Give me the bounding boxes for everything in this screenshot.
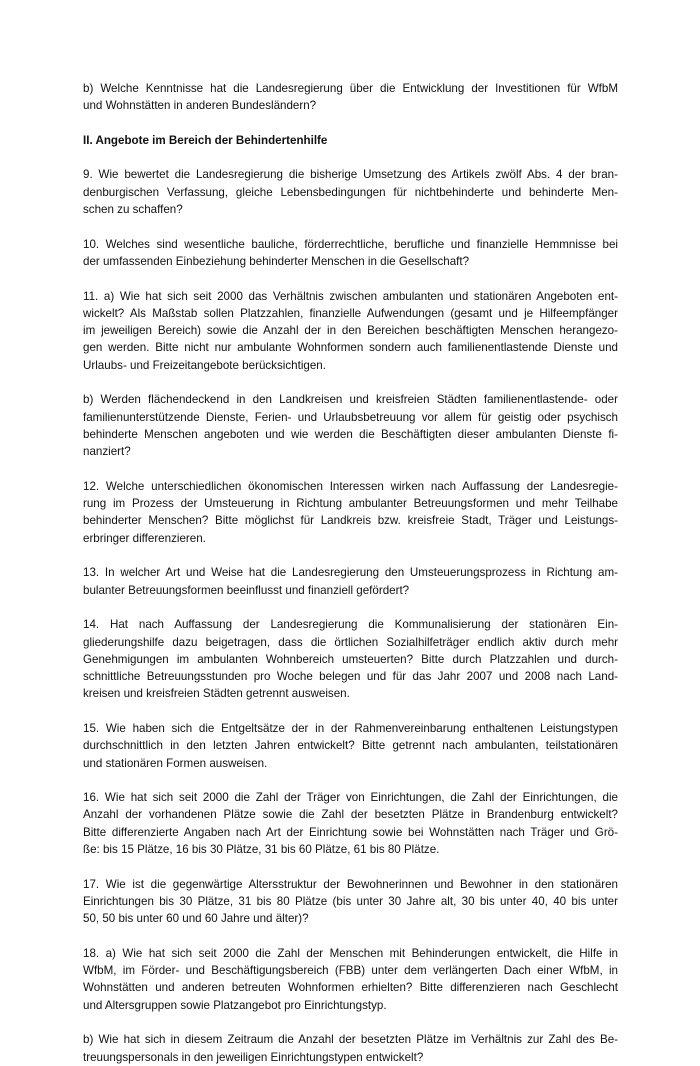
paragraph <box>83 236 618 271</box>
text-line: wickelt? Als Maßstab sollen Platzzahlen, finanzielle Aufwendungen (gesamt und je Hilfeempfänger <box>83 306 618 320</box>
paragraph <box>83 876 618 928</box>
text-line: nanziert? <box>83 445 131 459</box>
text-line: und stationären Formen ausweisen. <box>83 756 268 770</box>
text-line: erbringer differenzieren. <box>83 531 206 545</box>
document-page <box>83 80 618 1066</box>
section-heading: II. Angebote im Bereich der Behindertenhilfe <box>83 133 328 147</box>
text-line: 12. Welche unterschiedlichen ökonomischen Interessen wirken nach Auffassung der Landesregie- <box>83 479 618 493</box>
text-line: im jeweiligen Bereich) sowie die Anzahl der in den Bereichen beschäftigten Menschen herangezo- <box>83 324 618 338</box>
paragraph <box>83 616 618 702</box>
text-line: 50, 50 bis unter 60 und 60 Jahre und älter)? <box>83 912 309 926</box>
text-line: familienunterstützende Dienste, Ferien- und Urlaubsbetreuung vor allem für geistig oder psychisch <box>83 410 618 424</box>
paragraph <box>83 720 618 772</box>
paragraph <box>83 288 618 374</box>
text-line: ße: bis 15 Plätze, 16 bis 30 Plätze, 31 bis 60 Plätze, 61 bis 80 Plätze. <box>83 843 440 857</box>
paragraph <box>83 945 618 1014</box>
text-line: 17. Wie ist die gegenwärtige Altersstruktur der Bewohnerinnen und Bewohner in den stationären <box>83 877 618 891</box>
text-line: und Altersgruppen sowie Platzangebot pro Einrichtungstyp. <box>83 998 387 1012</box>
text-line: 14. Hat nach Auffassung der Landesregierung die Kommunalisierung der stationären Ein- <box>83 618 618 632</box>
text-line: gen werden. Bitte nicht nur ambulante Wohnformen sondern auch familienentlastende Dienste und <box>83 341 618 355</box>
paragraph <box>83 478 618 547</box>
paragraph <box>83 166 618 218</box>
text-line: durchschnittlich in den letzten Jahren entwickelt? Bitte getrennt nach ambulanten, teilstationären <box>83 739 618 753</box>
text-line: 10. Welches sind wesentliche bauliche, förderrechtliche, berufliche und finanzielle Hemmnisse bei <box>83 237 618 251</box>
text-line: treuungspersonals in den jeweiligen Einrichtungstypen entwickelt? <box>83 1050 424 1064</box>
paragraph <box>83 564 618 599</box>
text-line: denburgischen Verfassung, gleiche Lebensbedingungen für nichtbehinderte und behinderte Men- <box>83 185 618 199</box>
text-line: b) Wie hat sich in diesem Zeitraum die Anzahl der besetzten Plätze im Verhältnis zur Zahl des Be- <box>83 1033 618 1047</box>
text-line: b) Werden flächendeckend in den Landkreisen und kreisfreien Städten familienentlastende- oder <box>83 393 618 407</box>
text-line: WfbM, im Förder- und Beschäftigungsbereich (FBB) unter dem verlängerten Dach einer WfbM, in <box>83 964 618 978</box>
text-line: gliederungshilfe dazu beigetragen, dass die örtlichen Sozialhilfeträger endlich aktiv durch mehr <box>83 635 618 649</box>
text-line: 9. Wie bewertet die Landesregierung die bisherige Umsetzung des Artikels zwölf Abs. 4 der bran- <box>83 168 618 182</box>
paragraph <box>83 789 618 858</box>
paragraph <box>83 80 618 115</box>
paragraph <box>83 391 618 460</box>
text-line: und Wohnstätten in anderen Bundesländern? <box>83 99 317 113</box>
text-line: der umfassenden Einbeziehung behinderter Menschen in die Gesellschaft? <box>83 254 470 268</box>
paragraph <box>83 1031 618 1066</box>
text-line: behinderter Menschen? Bitte möglichst für Landkreis bzw. kreisfreie Stadt, Träger und Leistungs- <box>83 514 618 528</box>
text-line: schnittliche Betreuungsstunden pro Woche belegen und für das Jahr 2007 und 2008 nach Land- <box>83 670 618 684</box>
text-line: 16. Wie hat sich seit 2000 die Zahl der Träger von Einrichtungen, die Zahl der Einrichtungen, die <box>83 791 618 805</box>
text-line: 18. a) Wie hat sich seit 2000 die Zahl der Menschen mit Behinderungen entwickelt, die Hilfe in <box>83 946 618 960</box>
text-line: Genehmigungen im ambulanten Wohnbereich umsteuerten? Bitte durch Platzzahlen und durch- <box>83 652 618 666</box>
text-line: Einrichtungen bis 30 Plätze, 31 bis 80 Plätze (bis unter 30 Jahre alt, 30 bis unter 40, 40 bis unter <box>83 894 618 908</box>
text-line: Anzahl der vorhandenen Plätze sowie die Zahl der besetzten Plätze in Brandenburg entwickelt? <box>83 808 618 822</box>
text-line: b) Welche Kenntnisse hat die Landesregierung über die Entwicklung der Investitionen für WfbM <box>83 82 618 95</box>
text-line: rung im Prozess der Umsteuerung in Richtung ambulanter Betreuungsformen und mehr Teilhabe <box>83 497 618 511</box>
text-line: 15. Wie haben sich die Entgeltsätze der in der Rahmenvereinbarung enthaltenen Leistungstypen <box>83 721 618 735</box>
text-line: bulanter Betreuungsformen beeinflusst und finanziell gefördert? <box>83 583 410 597</box>
text-line: Wohnstätten und anderen betreuten Wohnformen erhielten? Bitte differenzieren nach Geschlecht <box>83 981 618 995</box>
text-line: Urlaubs- und Freizeitangebote berücksichtigen. <box>83 358 326 372</box>
text-line: kreisen und kreisfreien Städten getrennt ausweisen. <box>83 687 350 701</box>
text-line: schen zu schaffen? <box>83 203 183 217</box>
text-line: Bitte differenzierte Angaben nach Art der Einrichtung sowie bei Wohnstätten nach Träger und Grö- <box>83 825 618 839</box>
text-line: behinderte Menschen angeboten und wie werden die Beschäftigten dieser ambulanten Dienste fi- <box>83 427 618 441</box>
text-line: 13. In welcher Art und Weise hat die Landesregierung den Umsteuerungsprozess in Richtung am- <box>83 566 618 580</box>
text-line: 11. a) Wie hat sich seit 2000 das Verhältnis zwischen ambulanten und stationären Angeboten ent- <box>83 289 618 303</box>
